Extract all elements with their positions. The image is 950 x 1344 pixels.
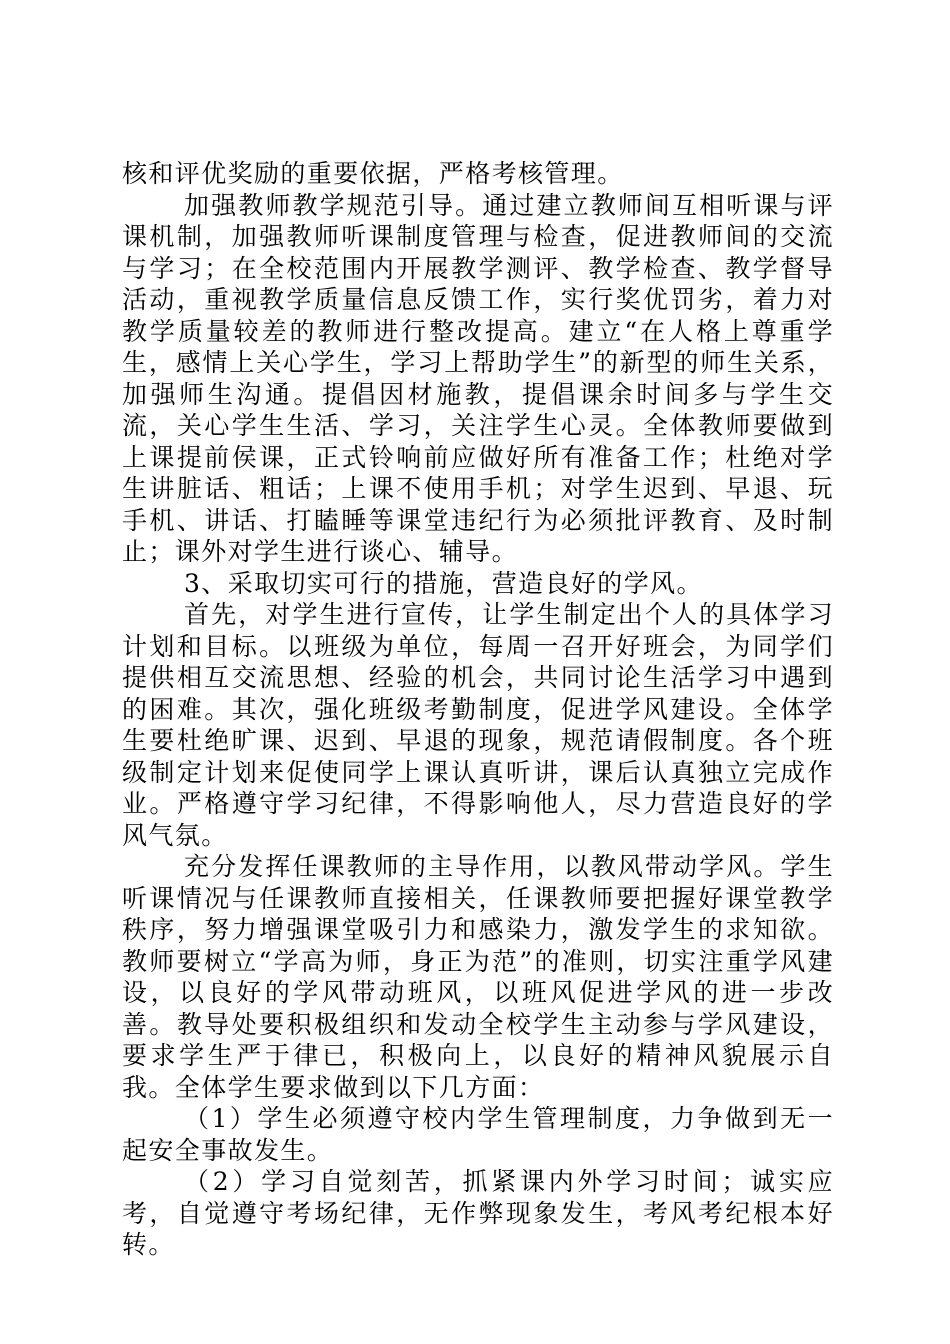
list-item-2: （2）学习自觉刻苦，抓紧课内外学习时间；诚实应考，自觉遵守考场纪律，无作弊现象发生，考风考纪根本好转。 bbox=[122, 1167, 834, 1259]
document-body bbox=[122, 158, 834, 1261]
paragraph-teacher-role: 充分发挥任课教师的主导作用，以教风带动学风。学生听课情况与任课教师直接相关，任课教师要把握好课堂教学秩序，努力增强课堂吸引力和感染力，激发学生的求知欲。教师要树立“学高为师，身正为范”的准则，切实注重学风建设，以良好的学风带动班风，以班风促进学风的进一步改善。教导处要积极组织和发动全校学生主动参与学风建设，要求学生严于律已，积极向上，以良好的精神风貌展示自我。全体学生要求做到以下几方面： bbox=[122, 852, 834, 1102]
section-heading-study-style: 3、采取切实可行的措施，营造良好的学风。 bbox=[184, 568, 703, 598]
paragraph-continuation: 核和评优奖励的重要依据，严格考核管理。 bbox=[122, 159, 624, 188]
paragraph-teacher-standards: 加强教师教学规范引导。通过建立教师间互相听课与评课机制，加强教师听课制度管理与检查，促进教师间的交流与学习；在全校范围内开展教学测评、教学检查、教学督导活动，重视教学质量信息反馈工作，实行奖优罚劣，着力对教学质量较差的教师进行整改提高。建立“在人格上尊重学生，感情上关心学生，学习上帮助学生”的新型的师生关系，加强师生沟通。提倡因材施教，提倡课余时间多与学生交流，关心学生生活、学习，关注学生心灵。全体教师要做到上课提前侯课，正式铃响前应做好所有准备工作；杜绝对学生讲脏话、粗话；上课不使用手机；对学生迟到、早退、玩手机、讲话、打瞌睡等课堂违纪行为必须批评教育、及时制止；课外对学生进行谈心、辅导。 bbox=[122, 190, 834, 566]
list-item-1: （1）学生必须遵守校内学生管理制度，力争做到无一起安全事故发生。 bbox=[122, 1104, 834, 1165]
paragraph-student-plan: 首先，对学生进行宣传，让学生制定出个人的具体学习计划和目标。以班级为单位，每周一召开好班会，为同学们提供相互交流思想、经验的机会，共同讨论生活学习中遇到的困难。其次，强化班级考勤制度，促进学风建设。全体学生要杜绝旷课、迟到、早退的现象，规范请假制度。各个班级制定计划来促使同学上课认真听讲，课后认真独立完成作业。严格遵守学习纪律，不得影响他人，尽力营造良好的学风气氛。 bbox=[122, 600, 834, 850]
